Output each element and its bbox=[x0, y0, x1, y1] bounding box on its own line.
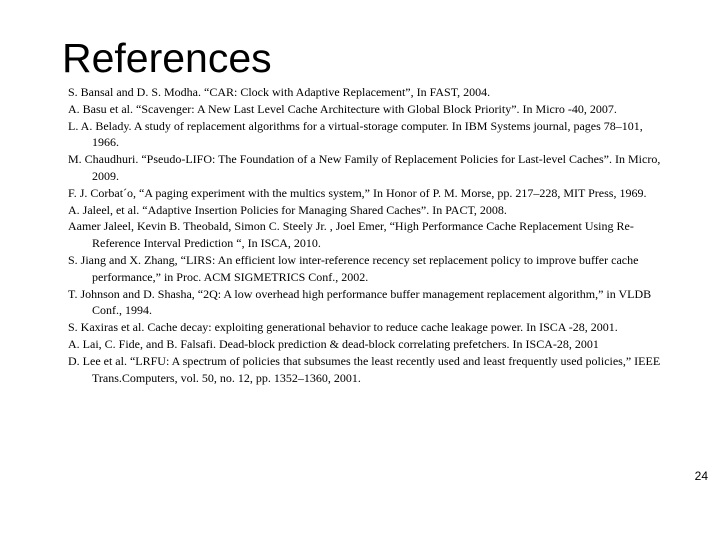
reference-item: S. Jiang and X. Zhang, “LIRS: An efficient low inter-reference recency set replacement policy to improve buffer cache performance,” in Proc. ACM SIGMETRICS Conf., 2002. bbox=[68, 252, 639, 284]
reference-item: T. Johnson and D. Shasha, “2Q: A low overhead high performance buffer management replacement algorithm,” in VLDB Conf., 1994. bbox=[68, 286, 652, 318]
reference-item: S. Bansal and D. S. Modha. “CAR: Clock with Adaptive Replacement”, In FAST, 2004. bbox=[68, 85, 491, 99]
reference-item: Aamer Jaleel, Kevin B. Theobald, Simon C. Steely Jr. , Joel Emer, “High Performance Cache Replacement Using Re-Reference Interval Prediction “, In ISCA, 2010. bbox=[68, 219, 634, 251]
reference-item: A. Jaleel, et al. “Adaptive Insertion Policies for Managing Shared Caches”. In PACT, 2008. bbox=[68, 202, 507, 217]
reference-list bbox=[68, 84, 664, 386]
page-number: 24 bbox=[694, 469, 708, 483]
reference-item: L. A. Belady. A study of replacement algorithms for a virtual-storage computer. In IBM Systems journal, pages 78–101, 1966. bbox=[68, 118, 643, 150]
reference-item: M. Chaudhuri. “Pseudo-LIFO: The Foundation of a New Family of Replacement Policies for Last-level Caches”. In Micro, 2009. bbox=[68, 152, 661, 183]
slide-title: References bbox=[62, 35, 272, 81]
reference-item: F. J. Corbat´o, “A paging experiment with the multics system,” In Honor of P. M. Morse, pp. 217–228, MIT Press, 1969. bbox=[68, 185, 647, 200]
reference-item: A. Basu et al. “Scavenger: A New Last Level Cache Architecture with Global Block Priority”. In Micro -40, 2007. bbox=[68, 101, 617, 116]
reference-item: D. Lee et al. “LRFU: A spectrum of policies that subsumes the least recently used and least frequently used policies,” IEEE Trans.Computers, vol. 50, no. 12, pp. 1352–1360, 2001. bbox=[68, 353, 661, 385]
reference-item: A. Lai, C. Fide, and B. Falsafi. Dead-block prediction & dead-block correlating prefetchers. In ISCA-28, 2001 bbox=[68, 336, 599, 351]
reference-item: S. Kaxiras et al. Cache decay: exploiting generational behavior to reduce cache leakage power. In ISCA -28, 2001. bbox=[68, 320, 618, 335]
